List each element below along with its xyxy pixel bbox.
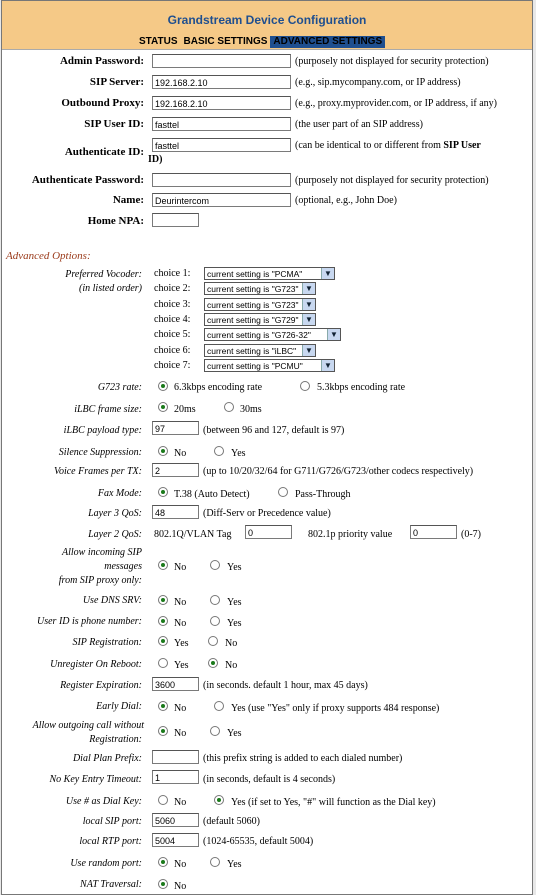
no-key-timeout-label: No Key Entry Timeout: [49,774,142,785]
use-hash-no-radio[interactable] [158,795,168,805]
vocoder-choice-label: choice 1: [154,268,191,279]
config-page [1,0,533,895]
nat-traversal-no-radio[interactable] [158,879,168,889]
unregister-reboot-label: Unregister On Reboot: [50,659,142,670]
ilbc-payload-type-input[interactable]: 97 [152,421,199,435]
register-expiration-input[interactable]: 3600 [152,677,199,691]
sip-registration-yes-radio[interactable] [158,636,168,646]
authenticate-password-note: (purposely not displayed for security protection) [295,175,489,186]
silence-suppression-yes-label: Yes [231,448,246,459]
authenticate-id-note-tail: ID) [148,154,163,165]
early-dial-yes-label: Yes (use "Yes" only if proxy supports 484 response) [231,703,440,714]
allow-incoming-label: Allow incoming SIP [62,547,142,558]
nat-traversal-label: NAT Traversal: [80,879,142,890]
name-label: Name: [112,194,144,206]
g723-rate-5-3-radio[interactable] [300,381,310,391]
nat-traversal-no-label: No [174,881,187,892]
g723-rate-label: G723 rate: [97,382,142,393]
vocoder-choice-label: choice 4: [154,314,191,325]
dns-srv-yes-label: Yes [227,597,242,608]
tab-advanced-settings[interactable]: ADVANCED SETTINGS [270,36,385,48]
random-port-yes-radio[interactable] [210,857,220,867]
vocoder-choice-select[interactable] [204,298,316,311]
vlan-tag-input[interactable]: 0 [245,525,292,539]
priority-value-label: 802.1p priority value [308,529,393,540]
dns-srv-no-radio[interactable] [158,595,168,605]
fax-mode-t38-radio[interactable] [158,487,168,497]
outbound-proxy-input[interactable]: 192.168.2.10 [152,96,291,110]
silence-suppression-no-radio[interactable] [158,446,168,456]
ilbc-payload-type-note: (between 96 and 127, default is 97) [203,425,345,436]
chevron-down-icon[interactable]: ▼ [327,329,340,340]
vocoder-choice-value: current setting is "G723" [207,300,299,310]
dns-srv-label: Use DNS SRV: [82,595,142,606]
sip-server-label: SIP Server: [89,76,144,88]
name-note: (optional, e.g., John Doe) [295,195,397,206]
no-key-timeout-note: (in seconds, default is 4 seconds) [203,774,336,785]
ilbc-frame-30ms-label: 30ms [240,404,262,415]
ilbc-payload-type-label: iLBC payload type: [63,425,142,436]
unregister-reboot-no-label: No [225,660,238,671]
use-hash-no-label: No [174,797,187,808]
preferred-vocoder-label: Preferred Vocoder: [65,269,142,280]
admin-password-input[interactable] [152,54,291,68]
dns-srv-no-label: No [174,597,187,608]
g723-rate-5-3-label: 5.3kbps encoding rate [317,382,406,393]
sip-registration-label: SIP Registration: [72,637,142,648]
preferred-vocoder-sublabel: (in listed order) [79,283,142,294]
vocoder-choice-value: current setting is "G729" [207,315,299,325]
vocoder-choice-value: current setting is "PCMU" [207,361,303,371]
register-expiration-label: Register Expiration: [60,680,142,691]
vocoder-choice-select[interactable] [204,359,335,372]
local-sip-port-note: (default 5060) [203,816,260,827]
layer3-qos-input[interactable]: 48 [152,505,199,519]
authenticate-password-input[interactable] [152,173,291,187]
early-dial-yes-radio[interactable] [214,701,224,711]
user-id-phone-yes-label: Yes [227,618,242,629]
ilbc-frame-20ms-label: 20ms [174,404,196,415]
vlan-tag-label: 802.1Q/VLAN Tag [154,529,232,540]
chevron-down-icon[interactable]: ▼ [302,283,315,294]
chevron-down-icon[interactable]: ▼ [302,345,315,356]
random-port-no-label: No [174,859,187,870]
layer2-qos-label: Layer 2 QoS: [88,529,142,540]
chevron-down-icon[interactable]: ▼ [302,299,315,310]
dial-plan-prefix-input[interactable] [152,750,199,764]
authenticate-id-label: Authenticate ID: [64,146,144,158]
fax-mode-pass-through-radio[interactable] [278,487,288,497]
name-input[interactable]: Deurintercom [152,193,291,207]
vocoder-choice-value: current setting is "PCMA" [207,269,303,279]
silence-suppression-label: Silence Suppression: [58,447,142,458]
advanced-options-title: Advanced Options: [6,250,91,262]
random-port-label: Use random port: [70,858,142,869]
local-rtp-port-input[interactable]: 5004 [152,833,199,847]
admin-password-label: Admin Password: [59,55,144,67]
sip-registration-no-radio[interactable] [208,636,218,646]
sip-user-id-input[interactable]: fasttel [152,117,291,131]
page-title: Grandstream Device Configuration [167,13,367,27]
sip-registration-yes-label: Yes [174,638,189,649]
outbound-proxy-note: (e.g., proxy.myprovider.com, or IP address, if any) [295,98,497,109]
dial-plan-prefix-label: Dial Plan Prefix: [72,753,142,764]
allow-outgoing-label-2: Registration: [89,734,142,745]
unregister-reboot-yes-label: Yes [174,660,189,671]
sip-server-input[interactable]: 192.168.2.10 [152,75,291,89]
home-npa-label: Home NPA: [87,215,144,227]
voice-frames-note: (up to 10/20/32/64 for G711/G726/G723/other codecs respectively) [203,466,474,477]
allow-incoming-no-radio[interactable] [158,560,168,570]
vocoder-choice-select[interactable] [204,344,316,357]
silence-suppression-yes-radio[interactable] [214,446,224,456]
fax-mode-label: Fax Mode: [97,488,142,499]
early-dial-no-label: No [174,703,187,714]
dns-srv-yes-radio[interactable] [210,595,220,605]
vocoder-choice-value: current setting is "iLBC" [207,346,297,356]
allow-outgoing-no-radio[interactable] [158,726,168,736]
allow-outgoing-yes-radio[interactable] [210,726,220,736]
authenticate-password-label: Authenticate Password: [31,174,144,186]
early-dial-label: Early Dial: [96,701,142,712]
allow-incoming-no-label: No [174,562,187,573]
sip-server-note: (e.g., sip.mycompany.com, or IP address) [295,77,461,88]
authenticate-id-input[interactable]: fasttel [152,138,291,152]
allow-incoming-label-2: messages [104,561,142,572]
use-hash-yes-radio[interactable] [214,795,224,805]
allow-incoming-label-3: from SIP proxy only: [58,575,142,586]
unregister-reboot-no-radio[interactable] [208,658,218,668]
random-port-yes-label: Yes [227,859,242,870]
no-key-timeout-input[interactable]: 1 [152,770,199,784]
fax-mode-t38-label: T.38 (Auto Detect) [174,489,250,500]
allow-incoming-yes-label: Yes [227,562,242,573]
user-id-phone-no-label: No [174,618,187,629]
user-id-phone-no-radio[interactable] [158,616,168,626]
allow-incoming-yes-radio[interactable] [210,560,220,570]
user-id-phone-yes-radio[interactable] [210,616,220,626]
user-id-phone-label: User ID is phone number: [37,616,142,627]
g723-rate-6-3-label: 6.3kbps encoding rate [174,382,263,393]
vocoder-choice-label: choice 7: [154,360,191,371]
vocoder-choice-label: choice 5: [154,329,191,340]
unregister-reboot-yes-radio[interactable] [158,658,168,668]
vocoder-choice-value: current setting is "G723" [207,284,299,294]
local-sip-port-input[interactable]: 5060 [152,813,199,827]
vocoder-choice-select[interactable] [204,313,316,326]
sip-user-id-note: (the user part of an SIP address) [295,119,423,130]
home-npa-input[interactable] [152,213,199,227]
priority-range-note: (0-7) [461,529,481,540]
allow-outgoing-yes-label: Yes [227,728,242,739]
vocoder-choice-select[interactable] [204,267,335,280]
ilbc-frame-size-label: iLBC frame size: [74,404,142,415]
tab-basic-settings[interactable]: BASIC SETTINGS [181,36,271,48]
local-rtp-port-note: (1024-65535, default 5004) [203,836,314,847]
voice-frames-label: Voice Frames per TX: [53,466,142,477]
vocoder-choice-select[interactable] [204,328,341,341]
chevron-down-icon[interactable]: ▼ [321,268,334,279]
local-rtp-port-label: local RTP port: [79,836,142,847]
voice-frames-input[interactable]: 2 [152,463,199,477]
vocoder-choice-select[interactable] [204,282,316,295]
g723-rate-6-3-radio[interactable] [158,381,168,391]
outbound-proxy-label: Outbound Proxy: [61,97,144,109]
dial-plan-prefix-note: (this prefix string is added to each dialed number) [203,753,403,764]
use-hash-dial-key-label: Use # as Dial Key: [65,796,142,807]
silence-suppression-no-label: No [174,448,187,459]
tab-status[interactable]: STATUS [136,36,181,48]
admin-password-note: (purposely not displayed for security protection) [295,56,489,67]
vocoder-choice-value: current setting is "G726-32" [207,330,311,340]
ilbc-frame-20ms-radio[interactable] [158,402,168,412]
chevron-down-icon[interactable]: ▼ [302,314,315,325]
tab-bar [136,36,385,48]
allow-outgoing-no-label: No [174,728,187,739]
register-expiration-note: (in seconds. default 1 hour, max 45 days) [203,680,368,691]
sip-registration-no-label: No [225,638,238,649]
random-port-no-radio[interactable] [158,857,168,867]
vocoder-choice-label: choice 3: [154,299,191,310]
chevron-down-icon[interactable]: ▼ [321,360,334,371]
use-hash-yes-label: Yes (if set to Yes, "#" will function as the Dial key) [231,797,436,808]
layer3-qos-label: Layer 3 QoS: [88,508,142,519]
priority-value-input[interactable]: 0 [410,525,457,539]
authenticate-id-note: (can be identical to or different from SIP User [295,140,481,151]
fax-mode-pass-through-label: Pass-Through [295,489,351,500]
sip-user-id-label: SIP User ID: [84,118,144,130]
layer3-qos-note: (Diff-Serv or Precedence value) [203,508,331,519]
vocoder-choice-label: choice 6: [154,345,191,356]
allow-outgoing-label: Allow outgoing call without [32,720,144,731]
local-sip-port-label: local SIP port: [82,816,142,827]
ilbc-frame-30ms-radio[interactable] [224,402,234,412]
early-dial-no-radio[interactable] [158,701,168,711]
vocoder-choice-label: choice 2: [154,283,191,294]
